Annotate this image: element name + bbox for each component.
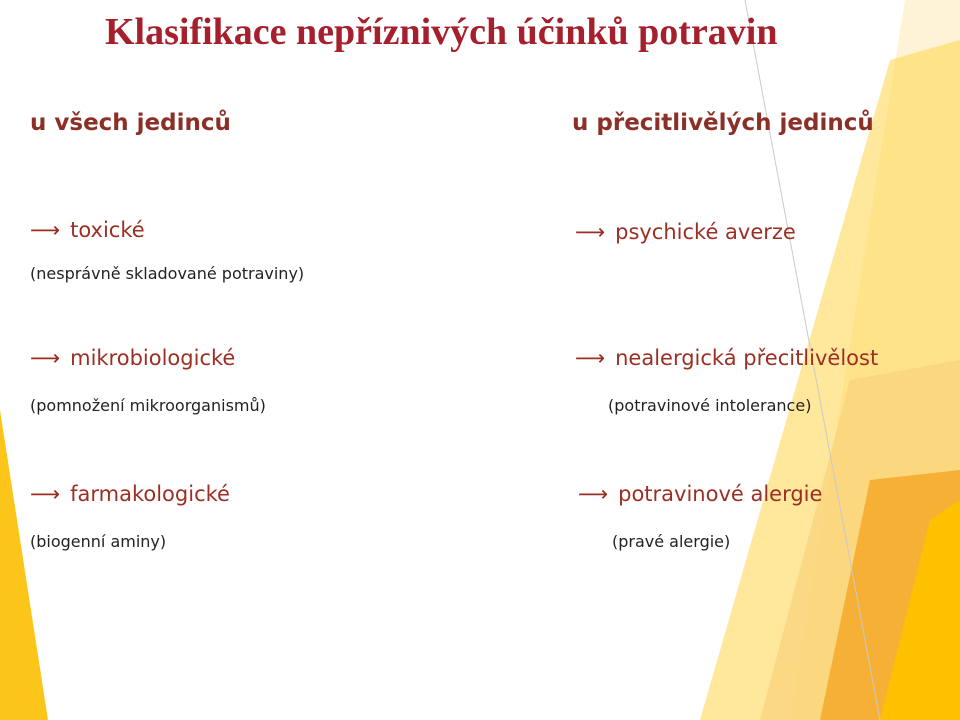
arrow-right-icon: ⟶ [30,482,61,506]
left-item-pharmacological [30,482,230,506]
arrow-right-icon: ⟶ [578,482,609,506]
right-item-psychic-aversion [575,220,796,244]
right-item-label: psychické averze [615,220,796,244]
right-item-food-allergy [578,482,822,506]
arrow-right-icon: ⟶ [575,220,606,244]
left-yellow-triangle [0,410,48,720]
arrow-right-icon: ⟶ [575,346,606,370]
right-item-note: (pravé alergie) [612,532,731,551]
page-title: Klasifikace nepříznivých účinků potravin [105,11,778,53]
left-item-microbiological [30,346,235,370]
left-item-note: (pomnožení mikroorganismů) [30,396,266,415]
left-item-note: (nesprávně skladované potraviny) [30,264,305,283]
right-item-label: potravinové alergie [618,482,823,506]
left-item-label: toxické [70,218,145,242]
arrow-right-icon: ⟶ [30,346,61,370]
left-item-label: mikrobiologické [70,346,236,370]
left-item-toxic [30,218,145,242]
right-item-nonallergic-hypersensitivity [575,346,878,370]
right-item-label: nealergická přecitlivělost [615,346,879,370]
right-item-note: (potravinové intolerance) [608,396,812,415]
right-column-heading: u přecitlivělých jedinců [572,110,874,136]
left-item-note: (biogenní aminy) [30,532,167,551]
left-column-heading: u všech jedinců [30,110,231,136]
arrow-right-icon: ⟶ [30,218,61,242]
left-item-label: farmakologické [70,482,230,506]
